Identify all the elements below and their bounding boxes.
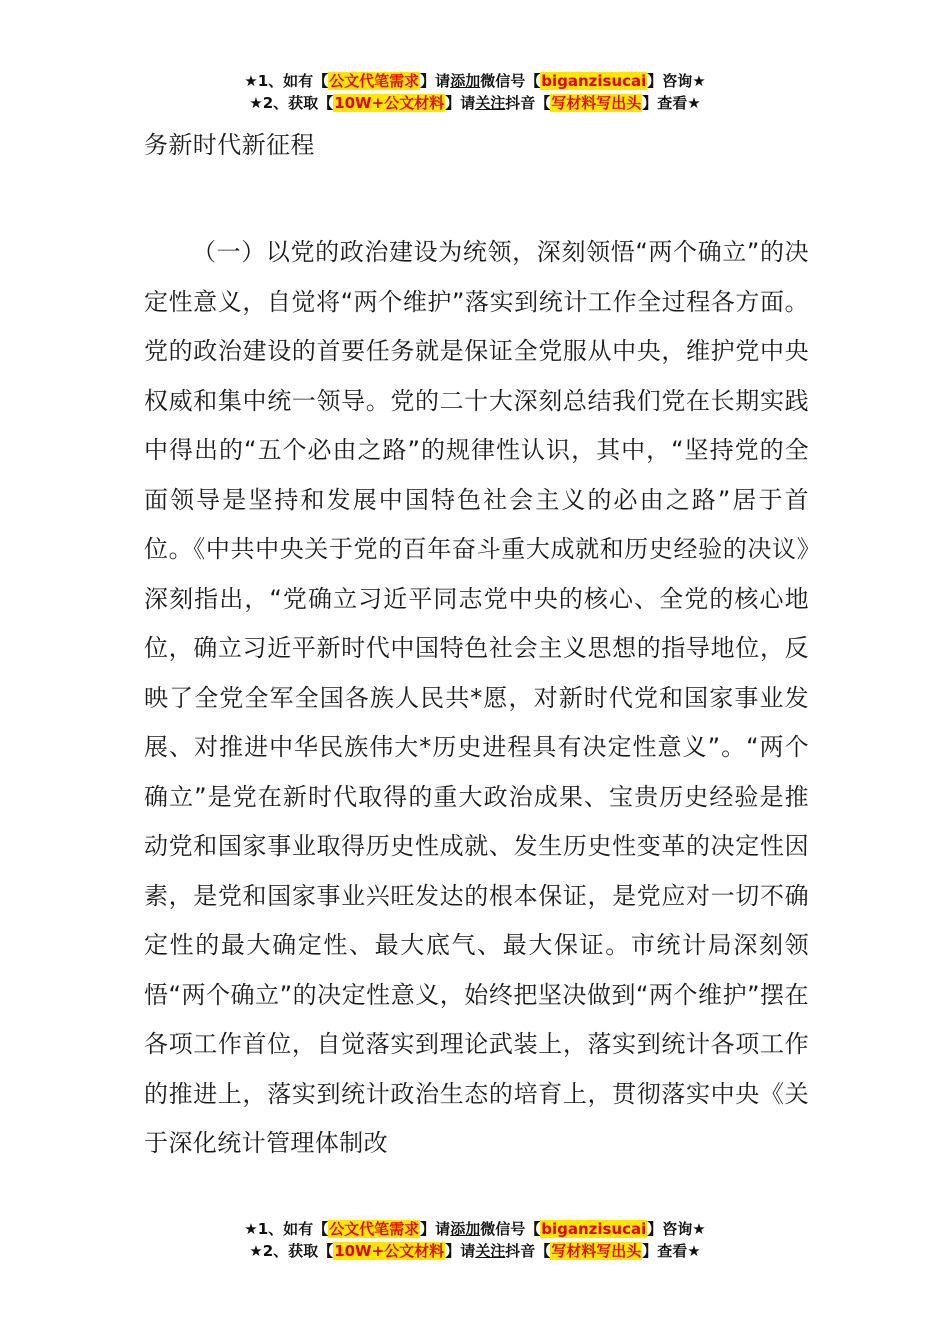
banner-highlight: biganzisucai — [541, 72, 647, 90]
banner-highlight: 写材料写出头 — [551, 1242, 642, 1260]
banner-highlight: biganzisucai — [541, 1220, 647, 1238]
footer-banner — [0, 1218, 950, 1262]
banner-line-1: ★1、如有【公文代笔需求】请添加微信号【biganzisucai】咨询★ — [244, 1220, 706, 1238]
banner-line-2: ★2、获取【10W+公文材料】请关注抖音【写材料写出头】查看★ — [249, 1242, 701, 1260]
banner-highlight: 10W+公文材料 — [334, 94, 445, 112]
banner-line-2: ★2、获取【10W+公文材料】请关注抖音【写材料写出头】查看★ — [249, 94, 701, 112]
body-paragraph: （一）以党的政治建设为统领，深刻领悟“两个确立”的决定性意义，自觉将“两个维护”落实到统计工作全过程各方面。党的政治建设的首要任务就是保证全党服从中央，维护党中央权威和集中统一领导。党的二十大深刻总结我们党在长期实践中得出的“五个必由之路”的规律性认识，其中，“坚持党的全面领导是坚持和发展中国特色社会主义的必由之路”居于首位。《中共中央关于党的百年奋斗重大成就和历史经验的决议》深刻指出，“党确立习近平同志党中央的核心、全党的核心地位，确立习近平新时代中国特色社会主义思想的指导地位，反映了全党全军全国各族人民共*愿，对新时代党和国家事业发展、对推进中华民族伟大*历史进程具有决定性意义”。“两个确立”是党在新时代取得的重大政治成果、宝贵历史经验是推动党和国家事业取得历史性成就、发生历史性变革的决定性因素，是党和国家事业兴旺发达的根本保证，是党应对一切不确定性的最大确定性、最大底气、最大保证。市统计局深刻领悟“两个确立”的决定性意义，始终把坚决做到“两个维护”摆在各项工作首位，自觉落实到理论武装上，落实到统计各项工作的推进上，落实到统计政治生态的培育上，贯彻落实中央《关于深化统计管理体制改 — [144, 238, 809, 1157]
banner-highlight: 公文代笔需求 — [329, 72, 420, 90]
banner-highlight: 公文代笔需求 — [329, 1220, 420, 1238]
banner-highlight: 写材料写出头 — [551, 94, 642, 112]
header-banner — [0, 70, 950, 114]
banner-highlight: 10W+公文材料 — [334, 1242, 445, 1260]
continued-heading-line: 务新时代新征程 — [144, 131, 315, 159]
banner-line-1: ★1、如有【公文代笔需求】请添加微信号【biganzisucai】咨询★ — [244, 72, 706, 90]
